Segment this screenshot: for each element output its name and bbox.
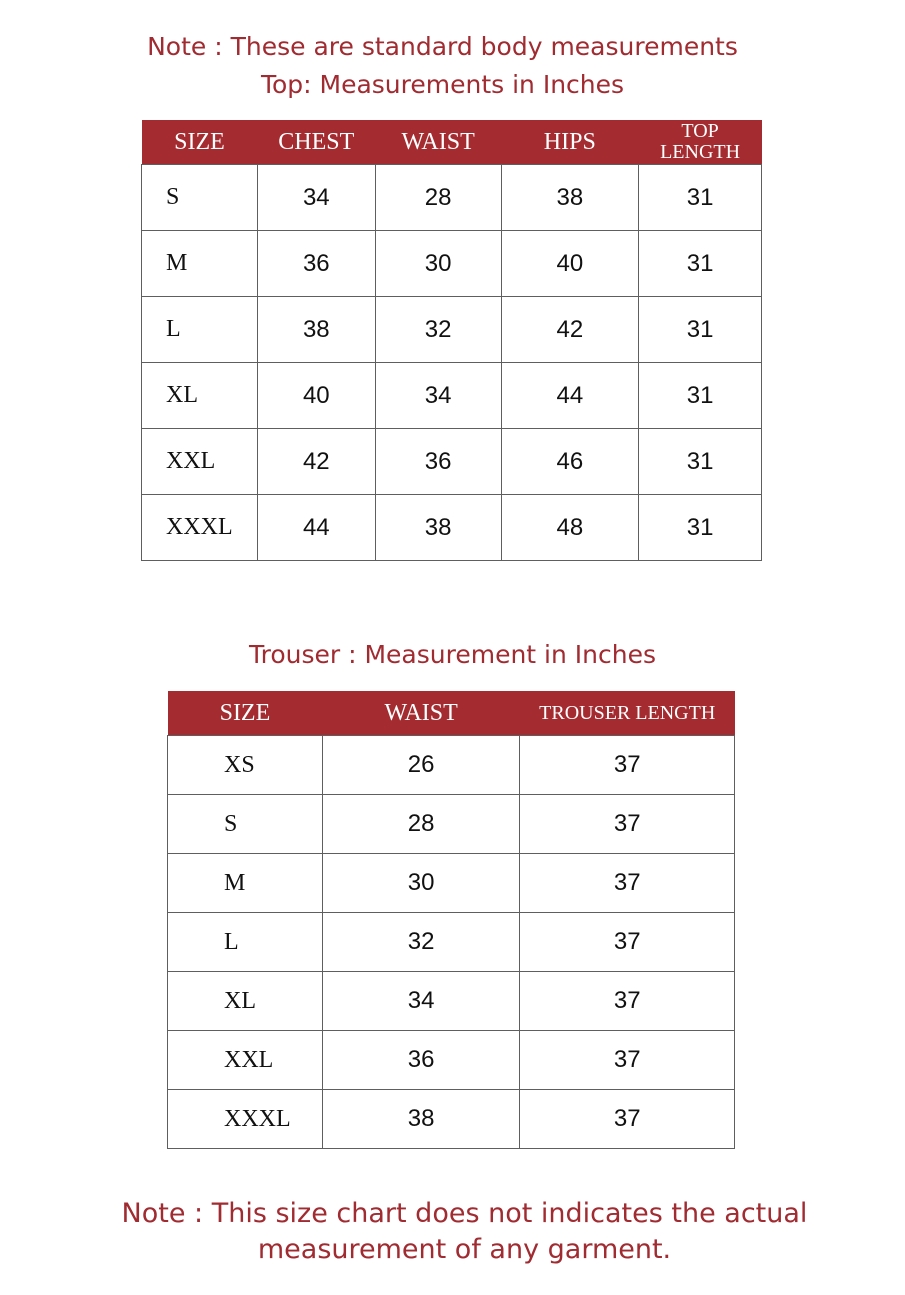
header-waist: WAIST: [375, 120, 501, 165]
bottom-note: [12, 1196, 905, 1268]
header-size: SIZE: [142, 120, 258, 165]
disclaimer-line1: Note : This size chart does not indicates the actual: [121, 1198, 808, 1229]
header-top-length: [639, 120, 762, 165]
waist-cell: 38: [375, 495, 501, 561]
header-waist: WAIST: [322, 691, 520, 736]
chest-cell: 42: [257, 429, 375, 495]
top-table-title: Top: Measurements in Inches: [260, 70, 625, 99]
top-length-cell: 31: [639, 297, 762, 363]
trouser-length-cell: 37: [520, 972, 735, 1031]
disclaimer-line2: measurement of any garment.: [257, 1234, 672, 1265]
waist-cell: 28: [322, 795, 520, 854]
table-row: [168, 736, 735, 795]
table-row: [142, 231, 762, 297]
trouser-table-title: Trouser : Measurement in Inches: [249, 640, 656, 669]
table-row: [142, 363, 762, 429]
hips-cell: 44: [501, 363, 639, 429]
table-row: [168, 913, 735, 972]
header-chest: CHEST: [257, 120, 375, 165]
size-cell: XS: [168, 736, 323, 795]
top-size-table: [141, 120, 762, 561]
size-cell: XL: [142, 363, 258, 429]
table-row: [168, 972, 735, 1031]
top-note: [0, 28, 905, 104]
trouser-size-table: [167, 691, 735, 1149]
size-cell: L: [168, 913, 323, 972]
table-row: [168, 1090, 735, 1149]
hips-cell: 46: [501, 429, 639, 495]
table-row: [142, 495, 762, 561]
trouser-length-cell: 37: [520, 913, 735, 972]
waist-cell: 32: [322, 913, 520, 972]
waist-cell: 34: [322, 972, 520, 1031]
top-length-cell: 31: [639, 165, 762, 231]
waist-cell: 36: [322, 1031, 520, 1090]
waist-cell: 28: [375, 165, 501, 231]
chest-cell: 36: [257, 231, 375, 297]
top-length-cell: 31: [639, 429, 762, 495]
trouser-length-cell: 37: [520, 795, 735, 854]
size-cell: XXL: [142, 429, 258, 495]
size-cell: L: [142, 297, 258, 363]
chest-cell: 44: [257, 495, 375, 561]
size-cell: M: [168, 854, 323, 913]
table-row: [168, 795, 735, 854]
trouser-table-header-row: [168, 691, 735, 736]
chest-cell: 38: [257, 297, 375, 363]
header-size: SIZE: [168, 691, 323, 736]
chest-cell: 40: [257, 363, 375, 429]
top-length-cell: 31: [639, 495, 762, 561]
table-row: [142, 429, 762, 495]
table-row: [142, 297, 762, 363]
size-cell: XXXL: [168, 1090, 323, 1149]
top-length-cell: 31: [639, 231, 762, 297]
note-standard-measurements: Note : These are standard body measurements: [147, 32, 738, 61]
trouser-length-cell: 37: [520, 736, 735, 795]
size-cell: XL: [168, 972, 323, 1031]
trouser-length-cell: 37: [520, 1031, 735, 1090]
waist-cell: 32: [375, 297, 501, 363]
trouser-length-cell: 37: [520, 1090, 735, 1149]
chest-cell: 34: [257, 165, 375, 231]
trouser-length-cell: 37: [520, 854, 735, 913]
header-top-length-line2: LENGTH: [660, 141, 741, 163]
size-cell: XXXL: [142, 495, 258, 561]
header-top-length-line1: TOP: [681, 120, 719, 142]
table-row: [168, 1031, 735, 1090]
waist-cell: 34: [375, 363, 501, 429]
top-table-header-row: [142, 120, 762, 165]
waist-cell: 38: [322, 1090, 520, 1149]
table-row: [142, 165, 762, 231]
size-cell: S: [142, 165, 258, 231]
header-trouser-length: TROUSER LENGTH: [520, 691, 735, 736]
size-cell: M: [142, 231, 258, 297]
waist-cell: 26: [322, 736, 520, 795]
hips-cell: 38: [501, 165, 639, 231]
header-hips: HIPS: [501, 120, 639, 165]
size-cell: XXL: [168, 1031, 323, 1090]
hips-cell: 42: [501, 297, 639, 363]
size-cell: S: [168, 795, 323, 854]
top-length-cell: 31: [639, 363, 762, 429]
waist-cell: 30: [322, 854, 520, 913]
hips-cell: 40: [501, 231, 639, 297]
hips-cell: 48: [501, 495, 639, 561]
table-row: [168, 854, 735, 913]
waist-cell: 30: [375, 231, 501, 297]
waist-cell: 36: [375, 429, 501, 495]
